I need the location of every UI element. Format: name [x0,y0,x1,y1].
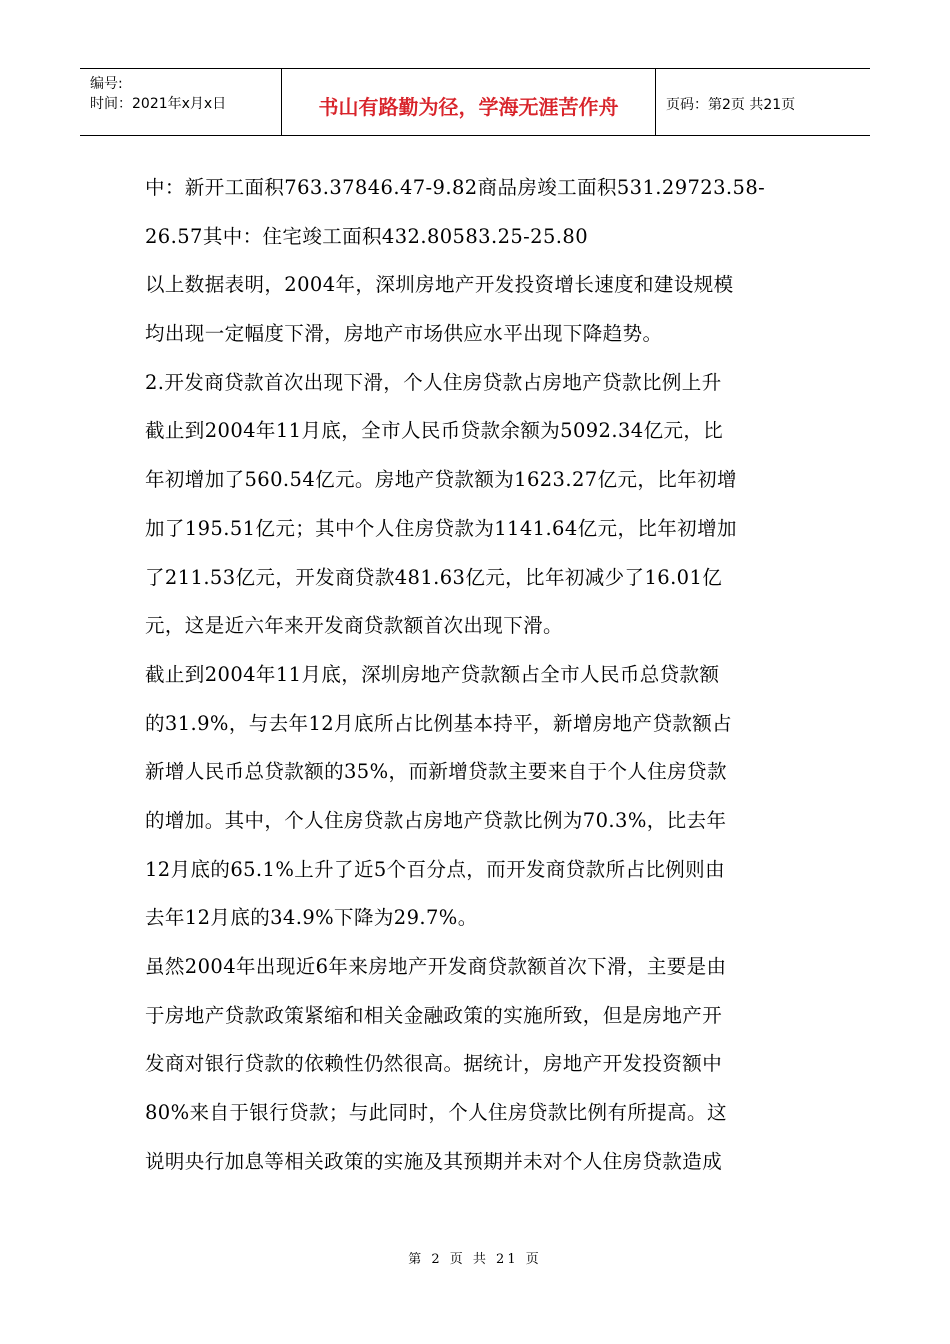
body-line: 年初增加了560.54亿元。房地产贷款额为1623.27亿元，比年初增 [145,468,737,492]
page-footer: 第 2 页 共 21 页 [408,1252,542,1267]
page-header [80,68,870,136]
body-line: 均出现一定幅度下滑，房地产市场供应水平出现下降趋势。 [145,322,663,346]
body-line: 新增人民币总贷款额的35%，而新增贷款主要来自于个人住房贷款 [145,760,727,784]
body-line: 说明央行加息等相关政策的实施及其预期并未对个人住房贷款造成 [145,1149,723,1173]
body-line: 26.57其中：住宅竣工面积432.80583.25-25.80 [145,224,588,248]
header-motto: 书山有路勤为径，学海无涯苦作舟 [282,69,656,135]
body-line: 80%来自于银行贷款；与此同时，个人住房贷款比例有所提高。这 [145,1101,727,1125]
body-line: 的增加。其中，个人住房贷款占房地产贷款比例为70.3%，比去年 [145,808,727,832]
body-line: 于房地产贷款政策紧缩和相关金融政策的实施所致，但是房地产开 [145,1003,723,1027]
body-line: 截止到2004年11月底，深圳房地产贷款额占全市人民币总贷款额 [145,662,720,686]
body-line: 去年12月底的34.9%下降为29.7%。 [145,906,478,930]
body-line: 发商对银行贷款的依赖性仍然很高。据统计，房地产开发投资额中 [145,1052,723,1076]
body-line: 12月底的65.1%上升了近5个百分点，而开发商贷款所占比例则由 [145,857,725,881]
body-line: 2.开发商贷款首次出现下滑，个人住房贷款占房地产贷款比例上升 [145,370,722,394]
document-date-label: 时间：2021年x月x日 [90,96,227,112]
body-line: 元，这是近六年来开发商贷款额首次出现下滑。 [145,614,563,638]
document-number-label: 编号: [90,76,123,92]
body-line: 的31.9%，与去年12月底所占比例基本持平，新增房地产贷款额占 [145,711,733,735]
header-page-info: 页码：第2页 共21页 [666,97,796,113]
document-body [145,164,813,1186]
body-line: 截止到2004年11月底，全市人民币贷款余额为5092.34亿元，比 [145,419,724,443]
body-line: 中：新开工面积763.37846.47-9.82商品房竣工面积531.29723.58- [145,176,766,199]
body-line: 虽然2004年出现近6年来房地产开发商贷款额首次下滑，主要是由 [145,955,727,978]
header-meta [80,69,282,135]
body-line: 加了195.51亿元；其中个人住房贷款为1141.64亿元，比年初增加 [145,516,737,540]
body-line: 以上数据表明，2004年，深圳房地产开发投资增长速度和建设规模 [145,273,734,297]
body-line: 了211.53亿元，开发商贷款481.63亿元，比年初减少了16.01亿 [145,565,723,589]
